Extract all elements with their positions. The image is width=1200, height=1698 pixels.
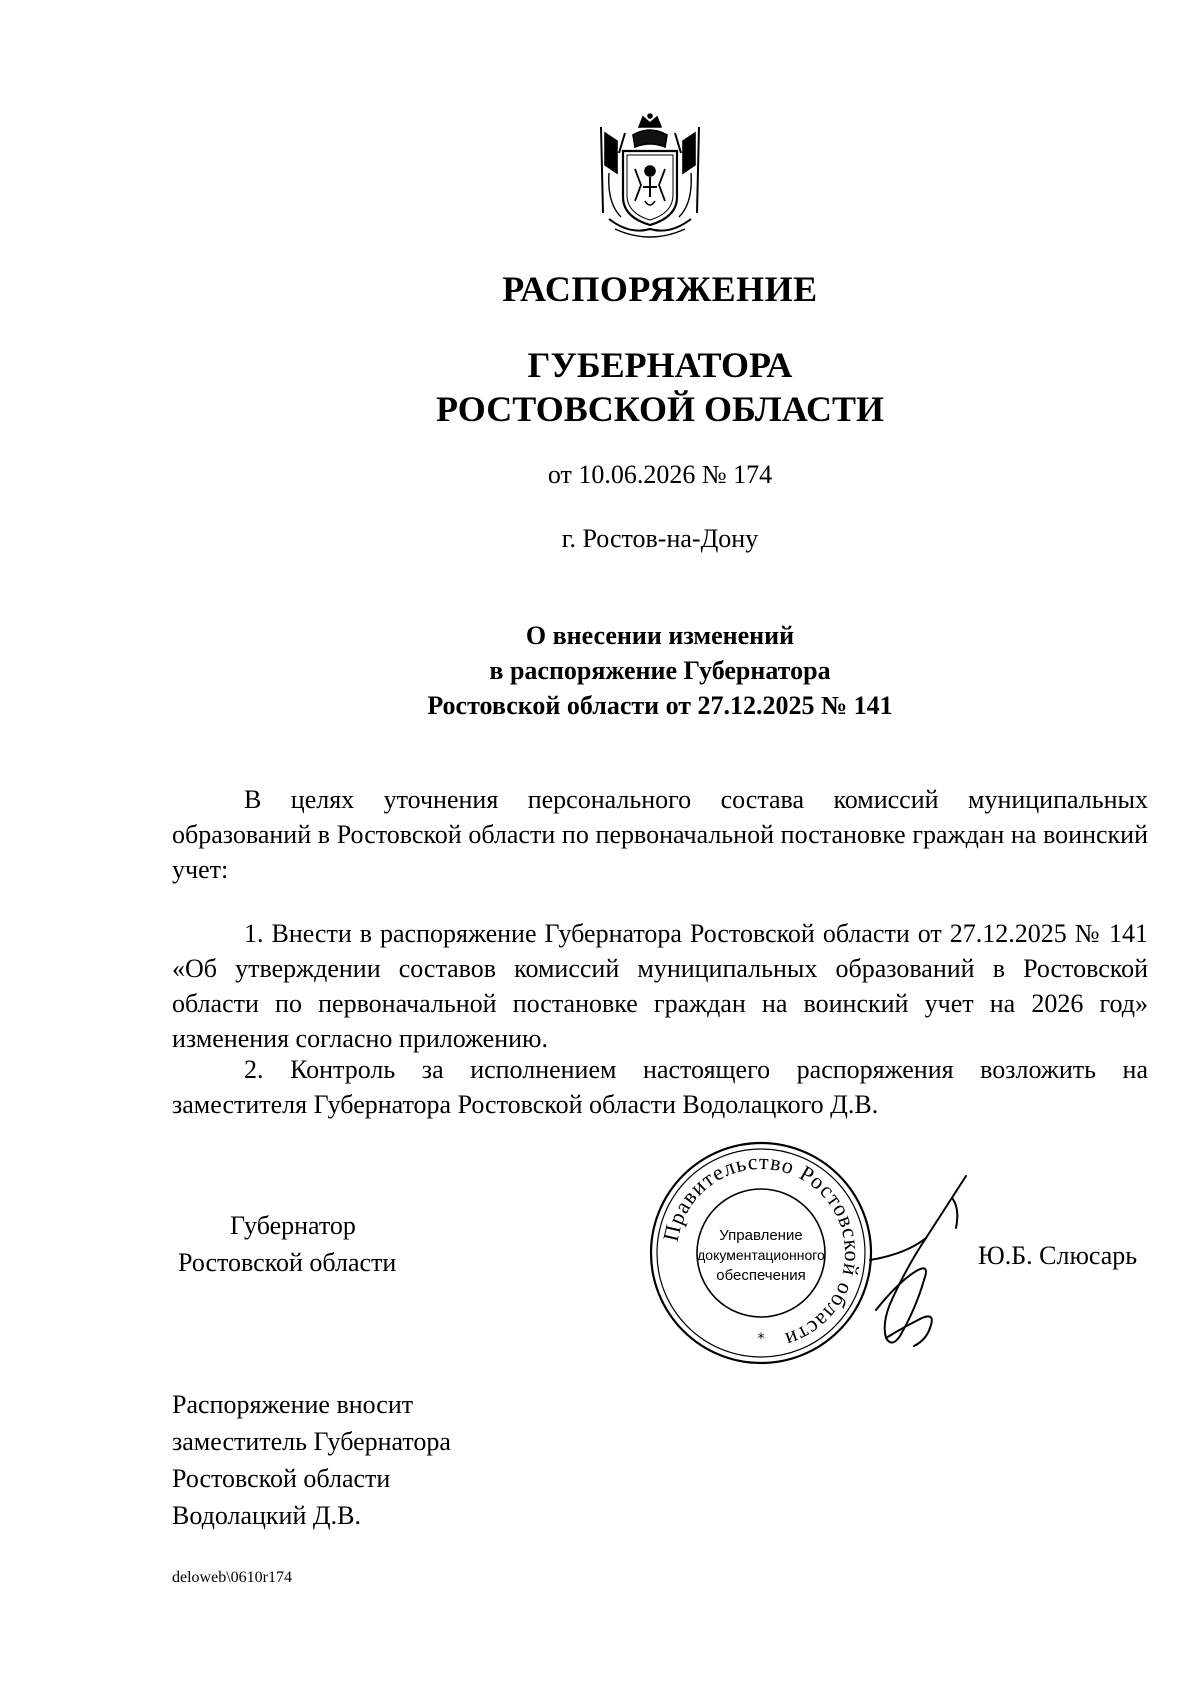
document-type-heading: РАСПОРЯЖЕНИЕ [502,269,818,309]
signatory-position [172,1207,492,1281]
rostov-oblast-coat-of-arms-icon [595,113,705,241]
signatory-name: Ю.Б. Слюсарь [978,1241,1138,1270]
issuer-line: РОСТОВСКОЙ ОБЛАСТИ [436,389,884,429]
introducer-block [172,1386,592,1534]
item-1-paragraph [172,916,1148,1056]
stamp-center-line: документационного [697,1247,825,1263]
item-1-text: 1. Внести в распоряжение Губернатора Ростовской области от 27.12.2025 № 141 «Об утверждении составов комиссий муниципальных образований в Ростовской области по первоначальной постановке граждан на воинский учет на 2026 год» изменения согласно приложению. [172,919,1148,1053]
issuer-line: ГУБЕРНАТОРА [527,345,793,385]
stamp-center-line: Управление [719,1227,803,1244]
item-2-text: 2. Контроль за исполнением настоящего распоряжения возложить на заместителя Губернатора Ростовской области Водолацкого Д.В. [172,1055,1148,1119]
introducer-line: заместитель Губернатора [172,1427,451,1456]
official-stamp [648,1140,874,1366]
introducer-line: Ростовской области [172,1464,391,1493]
stamp-ring-text: Правительство Ростовской области [657,1148,866,1354]
handwritten-signature [866,1168,978,1354]
subject-line: в распоряжение Губернатора [489,656,831,685]
introducer-line: Водолацкий Д.В. [172,1501,361,1530]
subject-line: Ростовской области от 27.12.2025 № 141 [427,691,893,720]
item-2-paragraph [172,1052,1148,1122]
preamble-paragraph [172,782,1148,887]
position-line: Ростовской области [178,1248,397,1277]
date-number-line: от 10.06.2026 № 174 [547,460,773,489]
introducer-line: Распоряжение вносит [172,1390,414,1419]
preamble-text: В целях уточнения персонального состава комиссий муниципальных образований в Ростовской области по первоначальной постановке граждан на воинский учет: [172,785,1148,884]
issuer-heading [0,343,1200,431]
city-line: г. Ростов-на-Дону [561,524,759,553]
svg-text:*: * [757,1331,765,1347]
document-registry-code: deloweb\0610r174 [172,1569,292,1586]
position-line: Губернатор [230,1211,356,1240]
document-subject [0,618,1200,723]
stamp-center-line: обеспечения [716,1267,806,1284]
subject-line: О внесении изменений [525,621,795,650]
